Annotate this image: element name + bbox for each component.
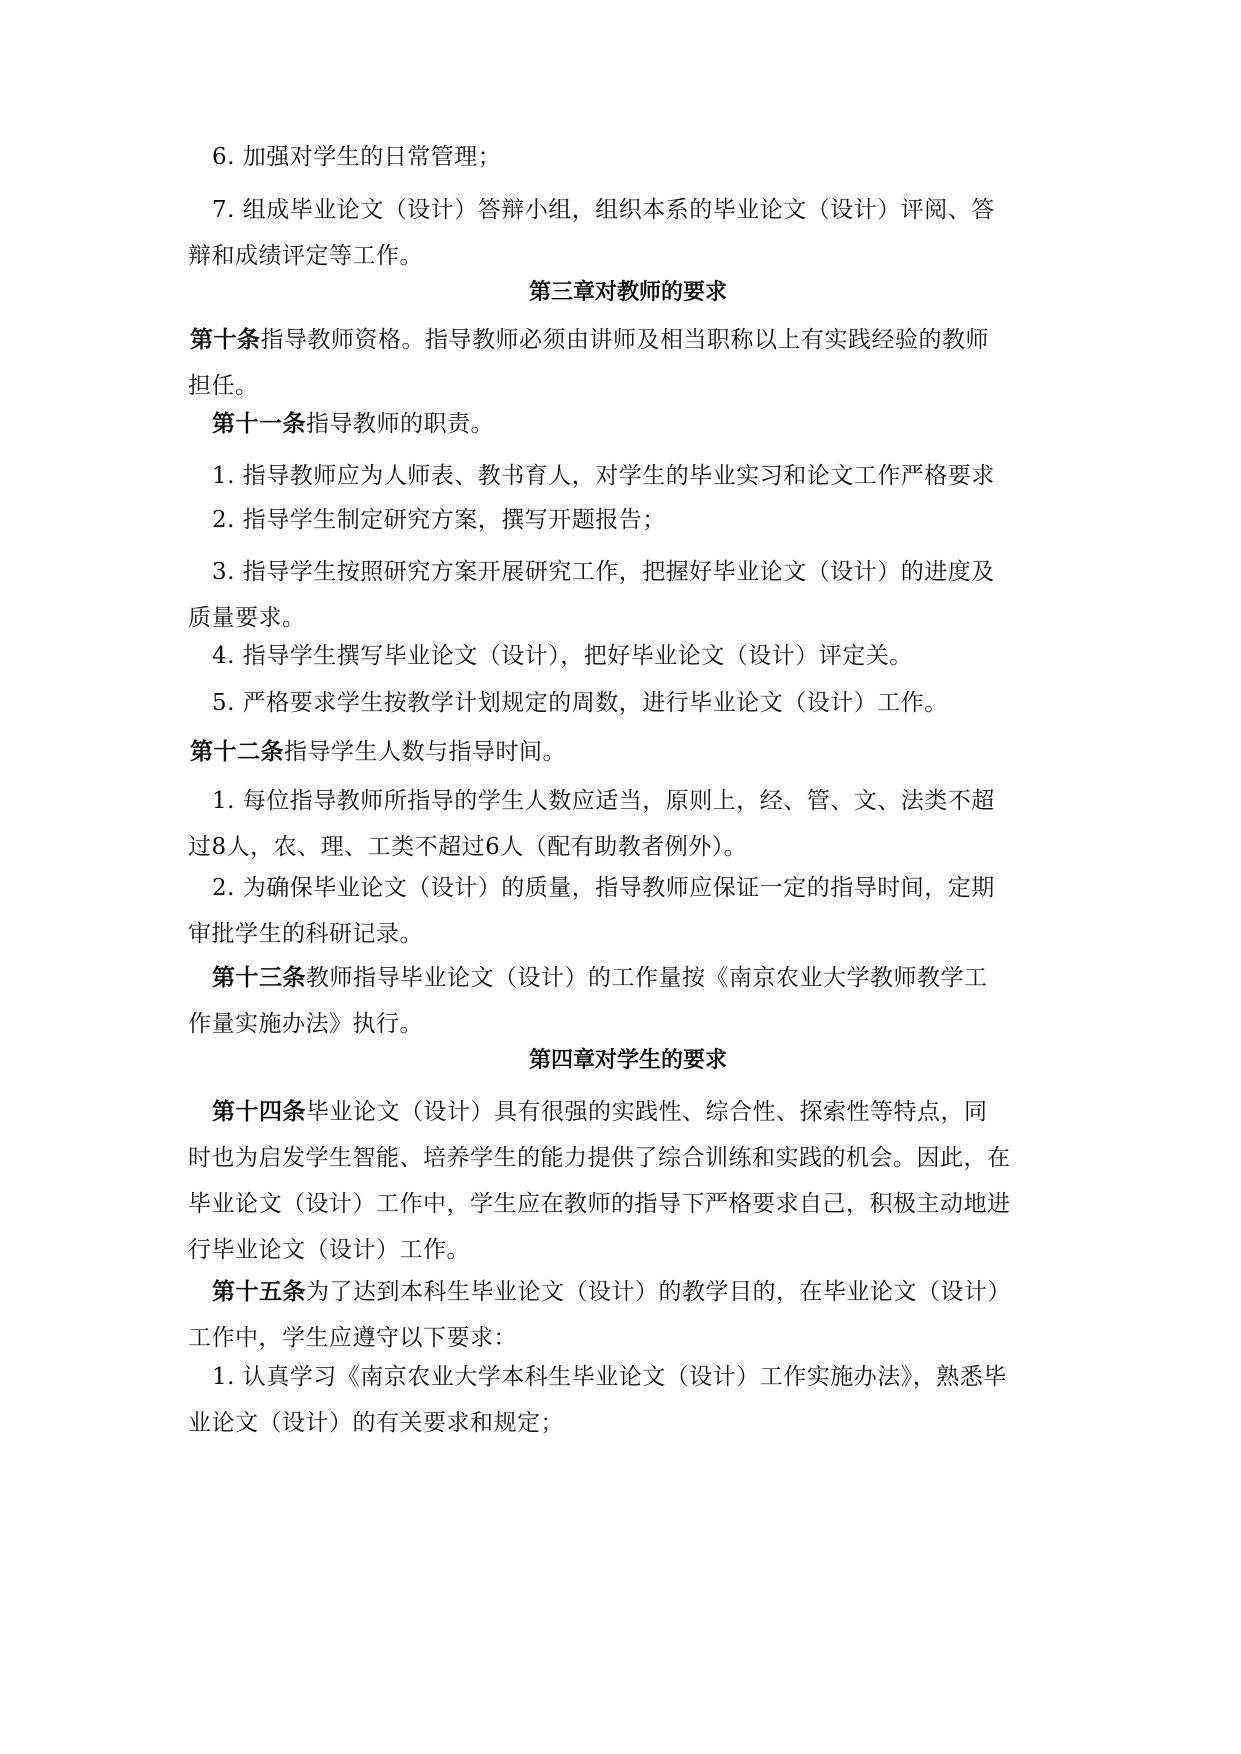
article-11-item-3: [188, 549, 1068, 641]
article-label: 第十三条: [212, 965, 306, 991]
article-11-item-4: [188, 633, 1068, 679]
article-15: [188, 1269, 1068, 1361]
article-12: [188, 729, 1068, 775]
article-11-item-2: [188, 497, 1068, 543]
article-text: 教师指导毕业论文（设计）的工作量按《南京农业大学教师教学工: [306, 965, 988, 991]
article-12-item-1: [188, 778, 1068, 870]
text-line: 质量要求。: [188, 605, 306, 631]
text-line: [188, 317, 1068, 363]
article-label: 第十五条: [212, 1279, 306, 1305]
text-line: 工作中，学生应遵守以下要求：: [188, 1325, 517, 1351]
text-line: 6. 加强对学生的日常管理；: [212, 144, 502, 170]
paragraph-item-7: [188, 187, 1068, 279]
chapter-3-heading: 第三章对教师的要求: [528, 280, 727, 305]
text-line: [188, 1269, 1068, 1315]
article-text: 指导教师资格。指导教师必须由讲师及相当职称以上有实践经验的教师: [260, 327, 989, 353]
article-11-item-5: [188, 680, 1068, 726]
article-text: 为了达到本科生毕业论文（设计）的教学目的，在毕业论文（设计）: [306, 1279, 1011, 1305]
text-line: 过8人，农、理、工类不超过6人（配有助教者例外）。: [188, 834, 748, 860]
text-line: 7. 组成毕业论文（设计）答辩小组，组织本系的毕业论文（设计）评阅、答: [212, 197, 995, 223]
article-text: 指导学生人数与指导时间。: [284, 739, 566, 765]
article-14: [188, 1089, 1068, 1273]
text-line: 1. 认真学习《南京农业大学本科生毕业论文（设计）工作实施办法》，熟悉毕: [212, 1364, 1007, 1390]
text-line: 2. 为确保毕业论文（设计）的质量，指导教师应保证一定的指导时间，定期: [212, 875, 995, 901]
article-11-item-1: [188, 453, 1068, 499]
text-line: 3. 指导学生按照研究方案开展研究工作，把握好毕业论文（设计）的进度及: [212, 559, 995, 585]
article-12-item-2: [188, 865, 1068, 957]
article-label: 第十四条: [212, 1099, 306, 1125]
article-10: [188, 317, 1068, 409]
text-line: 审批学生的科研记录。: [188, 921, 423, 947]
text-line: 1. 指导教师应为人师表、教书育人，对学生的毕业实习和论文工作严格要求: [212, 463, 995, 489]
text-line: 辩和成绩评定等工作。: [188, 243, 423, 269]
text-line: 1. 每位指导教师所指导的学生人数应适当，原则上，经、管、文、法类不超: [212, 788, 995, 814]
article-15-item-1: [188, 1354, 1068, 1446]
text-line: 4. 指导学生撰写毕业论文（设计），把好毕业论文（设计）评定关。: [212, 643, 913, 669]
text-line: [188, 401, 1068, 447]
text-line: 5. 严格要求学生按教学计划规定的周数，进行毕业论文（设计）工作。: [212, 690, 948, 716]
text-line: 业论文（设计）的有关要求和规定；: [188, 1410, 564, 1436]
paragraph-item-6: [188, 134, 1068, 180]
text-line: 毕业论文（设计）工作中，学生应在教师的指导下严格要求自己，积极主动地进: [188, 1191, 1011, 1217]
chapter-4-heading: 第四章对学生的要求: [528, 1048, 727, 1073]
text-line: 担任。: [188, 373, 259, 399]
text-line: 作量实施办法》执行。: [188, 1011, 423, 1037]
article-label: 第十二条: [190, 739, 284, 765]
text-line: [188, 1089, 1068, 1135]
article-11: [188, 401, 1068, 447]
text-line: 2. 指导学生制定研究方案，撰写开题报告；: [212, 507, 666, 533]
article-text: 毕业论文（设计）具有很强的实践性、综合性、探索性等特点，同: [306, 1099, 988, 1125]
article-text: 指导教师的职责。: [306, 411, 494, 437]
article-label: 第十一条: [212, 411, 306, 437]
text-line: [188, 729, 1068, 775]
text-line: [188, 955, 1068, 1001]
article-13: [188, 955, 1068, 1047]
text-line: 时也为启发学生智能、培养学生的能力提供了综合训练和实践的机会。因此，在: [188, 1145, 1011, 1171]
text-line: 行毕业论文（设计）工作。: [188, 1237, 470, 1263]
article-label: 第十条: [190, 327, 261, 353]
